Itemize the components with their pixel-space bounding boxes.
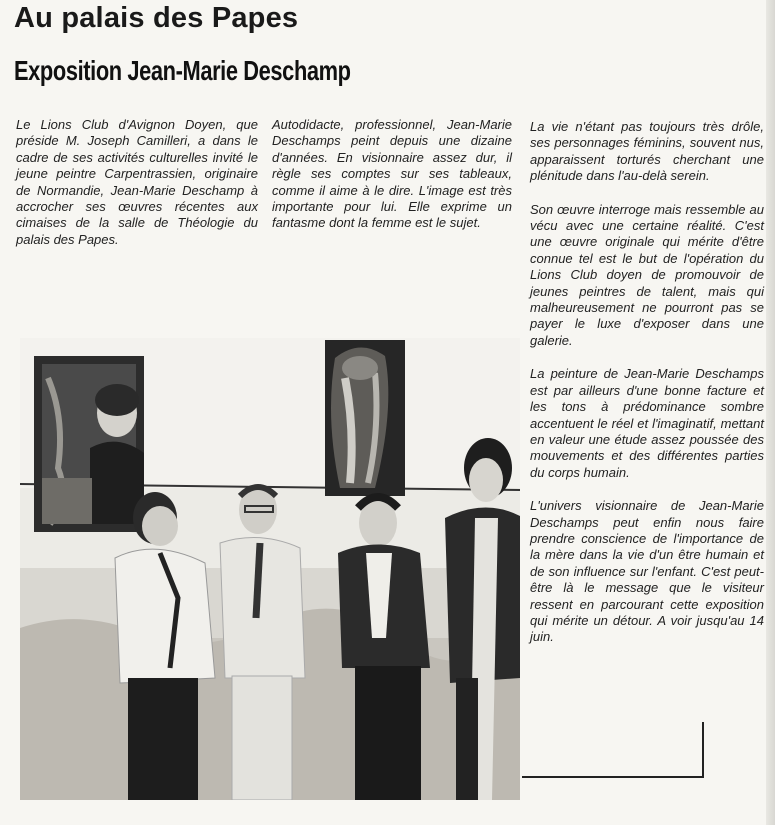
column-1-text: Le Lions Club d'Avignon Doyen, que préside M. Joseph Camilleri, a dans le cadre de ses activités culturelles invité le jeune peintre Carpentrassien, originaire de Normandie, Jean-Marie Deschamp à accrocher ses œuvres récentes aux cimaises de la salle de Théologie du palais des Papes. [16,117,258,247]
kicker-heading: Au palais des Papes [14,2,299,34]
column-3-paragraph: La vie n'étant pas toujours très drôle, ses personnages féminins, souvent nus, apparaissent torturés cherchant une plénitude dans l'au-delà serein. [530,119,764,184]
article-column-3 [530,119,764,663]
article-column-2 [272,117,512,232]
column-3-paragraph: Son œuvre interroge mais ressemble au vécu avec une certaine réalité. C'est une œuvre originale qui mérite d'être connue tel est le but de l'opération du Lions Club doyen de promouvoir de jeunes peintres de talent, mais qui malheureusement ne pourront pas se payer le luxe d'exposer dans une galerie. [530,201,764,348]
paper-edge [766,0,775,825]
corner-rule-vertical [702,722,704,777]
left-painting [34,356,144,532]
corner-rule-horizontal [522,776,704,778]
center-painting [325,340,405,496]
exhibition-photo [20,338,520,800]
column-3-paragraph: La peinture de Jean-Marie Deschamps est par ailleurs d'une bonne facture et les tons à prédominance sombre accentuent le réel et l'imaginatif, mettant en valeur une étude assez poussée des mouvements et des différentes parties du corps humain. [530,366,764,480]
article-headline: Exposition Jean-Marie Deschamp [14,55,351,86]
column-2-text: Autodidacte, professionnel, Jean-Marie Deschamps peint depuis une dizaine d'années. En visionnaire assez dur, il règle ses comptes sur ses tableaux, comme il aime à le dire. L'image est très importante pour lui. Elle exprime un fantasme dont la femme est le sujet. [272,117,512,231]
article-column-1 [16,117,258,248]
column-3-paragraph: L'univers visionnaire de Jean-Marie Deschamps peut enfin nous faire prendre conscience de l'importance de la mère dans la vie d'un être humain et de son influence sur l'enfant. C'est peut-être là le message que le visiteur ressent en parcourant cette exposition qui mérite un détour. A voir jusqu'au 14 juin. [530,498,764,645]
